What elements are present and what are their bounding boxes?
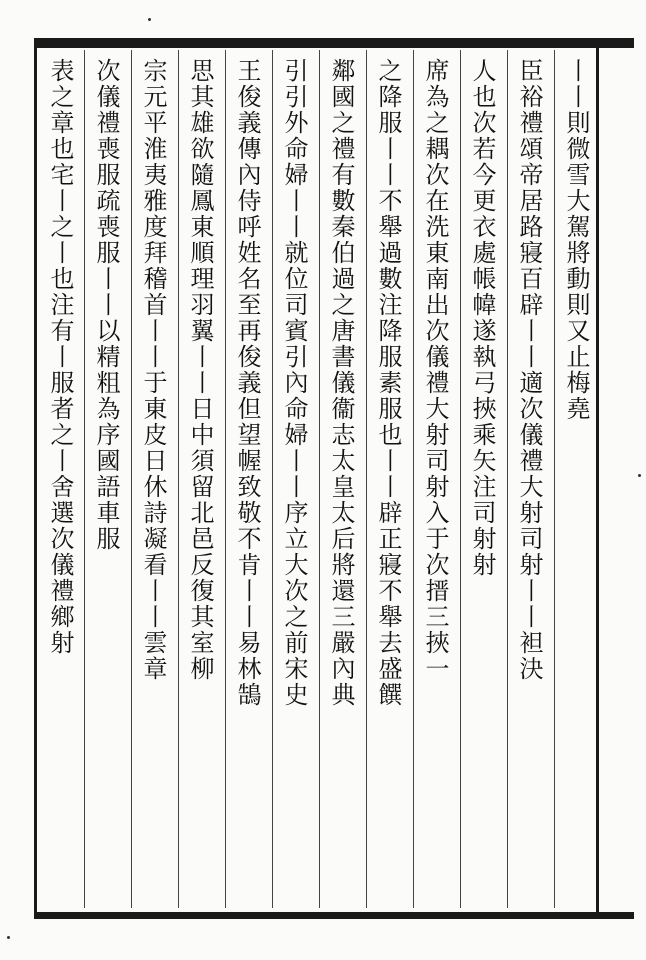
column-rule xyxy=(178,50,179,908)
frame-top-border xyxy=(34,38,634,48)
frame-left-border xyxy=(34,38,37,919)
column-rule xyxy=(84,50,85,908)
scan-speck xyxy=(148,18,151,21)
column-rule xyxy=(131,50,132,908)
column-rule xyxy=(366,50,367,908)
text-column-10: 宗元平淮夷雅度拜稽首丨丨于東皮日休詩凝看丨丨雲章 xyxy=(139,58,167,682)
column-rule xyxy=(460,50,461,908)
scan-speck xyxy=(7,936,10,939)
frame-bottom-border xyxy=(34,912,634,919)
column-rule xyxy=(225,50,226,908)
column-rule xyxy=(272,50,273,908)
text-column-4: 席為之耦次在洗東南出次儀禮大射司射入于次搢三挾一 xyxy=(421,58,449,682)
text-column-9: 思其雄欲隨鳳東順理羽翼丨丨日中須留北邑反復其室柳 xyxy=(186,58,214,682)
column-rule xyxy=(507,50,508,908)
column-rule xyxy=(413,50,414,908)
text-column-12: 表之章也宅丨之丨也注有丨服者之丨舍選次儀禮鄉射 xyxy=(46,58,74,656)
scan-speck xyxy=(638,474,641,477)
text-column-2: 臣裕禮頌帝居路寢百辟丨丨適次儀禮大射司射丨丨袒決 xyxy=(515,58,543,682)
column-rule xyxy=(319,50,320,908)
text-column-8: 王俊義傳內侍呼姓名至再俊義但望幄致敬不肯丨丨易林鵠 xyxy=(233,58,261,708)
text-column-7: 引引外命婦丨丨就位司賓引內命婦丨丨序立大次之前宋史 xyxy=(280,58,308,708)
text-column-11: 次儀禮喪服疏喪服丨丨以精粗為序國語車服 xyxy=(92,58,120,552)
column-rule xyxy=(554,50,555,908)
frame-right-border xyxy=(596,38,599,919)
text-column-5: 之降服丨丨不舉過數注降服素服也丨丨辟正寢不舉去盛饌 xyxy=(374,58,402,708)
text-column-1: 丨丨則微雪大駕將動則又止梅堯 xyxy=(562,58,590,422)
text-column-6: 鄰國之禮有數秦伯過之唐書儀衞志太皇太后將還三嚴內典 xyxy=(327,58,355,708)
text-column-3: 人也次若今更衣處帳幃遂執弓挾乘矢注司射射 xyxy=(468,58,496,578)
